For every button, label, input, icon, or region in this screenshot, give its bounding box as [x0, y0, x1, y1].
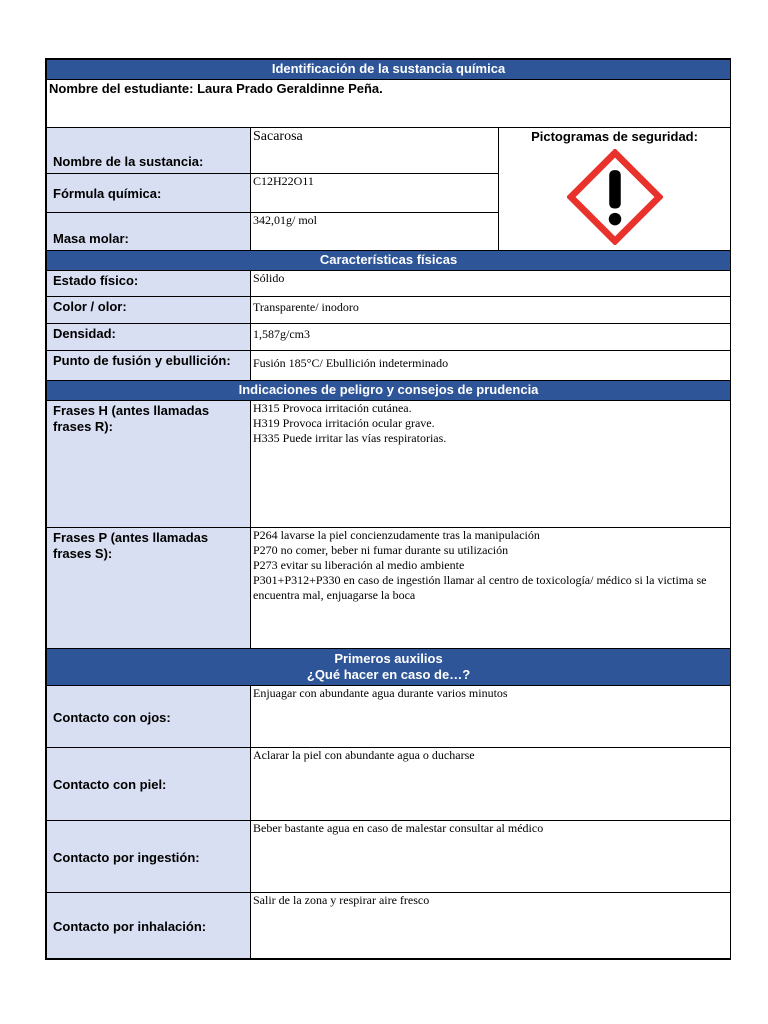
- density-label: Densidad:: [47, 324, 251, 351]
- p-phrases-label: Frases P (antes llamadas frases S):: [47, 528, 251, 649]
- substance-name-label: Nombre de la sustancia:: [47, 128, 251, 174]
- melting-label: Punto de fusión y ebullición:: [47, 351, 251, 381]
- skin-contact-label: Contacto con piel:: [47, 748, 251, 821]
- section-header-hazards: Indicaciones de peligro y consejos de prudencia: [47, 381, 731, 401]
- ingestion-contact-label: Contacto por ingestión:: [47, 821, 251, 893]
- inhalation-contact-label: Contacto por inhalación:: [47, 893, 251, 959]
- molar-mass-label: Masa molar:: [47, 213, 251, 251]
- h-phrases-value: [251, 401, 731, 528]
- h-phrases-label: Frases H (antes llamadas frases R):: [47, 401, 251, 528]
- state-value: Sólido: [251, 271, 731, 297]
- p-phrase: P270 no comer, beber ni fumar durante su utilización: [253, 543, 509, 557]
- state-label: Estado físico:: [47, 271, 251, 297]
- p-phrase: P273 evitar su liberación al medio ambiente: [253, 558, 465, 572]
- skin-contact-value: Aclarar la piel con abundante agua o ducharse: [251, 748, 731, 821]
- formula-value: C12H22O11: [251, 174, 499, 213]
- pictogram-wrapper: [499, 145, 730, 250]
- inhalation-contact-value: Salir de la zona y respirar aire fresco: [251, 893, 731, 959]
- ingestion-contact-value: Beber bastante agua en caso de malestar consultar al médico: [251, 821, 731, 893]
- density-value: 1,587g/cm3: [251, 324, 731, 351]
- student-name: Nombre del estudiante: Laura Prado Geraldinne Peña.: [47, 80, 731, 128]
- p-phrases-value: [251, 528, 731, 649]
- eyes-contact-label: Contacto con ojos:: [47, 686, 251, 748]
- safety-sheet: [45, 58, 731, 960]
- p-phrase: P264 lavarse la piel concienzudamente tras la manipulación: [253, 528, 540, 542]
- section-header-first-aid: [47, 649, 731, 686]
- color-label: Color / olor:: [47, 297, 251, 324]
- first-aid-title: Primeros auxilios: [334, 651, 443, 666]
- first-aid-subtitle: ¿Qué hacer en caso de…?: [306, 667, 471, 682]
- section-header-identification: Identificación de la sustancia química: [47, 60, 731, 80]
- h-phrase: H335 Puede irritar las vías respiratorias.: [253, 431, 447, 445]
- p-phrase: P301+P312+P330 en caso de ingestión llamar al centro de toxicología/ médico si la victima se encuentra mal, enjuagarse la boca: [253, 573, 707, 602]
- pictogram-title: Pictogramas de seguridad:: [531, 129, 698, 144]
- pictogram-cell: [499, 128, 731, 251]
- safety-table: [46, 59, 731, 959]
- h-phrase: H315 Provoca irritación cutánea.: [253, 401, 412, 415]
- section-header-physical: Características físicas: [47, 251, 731, 271]
- eyes-contact-value: Enjuagar con abundante agua durante varios minutos: [251, 686, 731, 748]
- melting-value: Fusión 185°C/ Ebullición indeterminado: [251, 351, 731, 381]
- formula-label: Fórmula química:: [47, 174, 251, 213]
- h-phrase: H319 Provoca irritación ocular grave.: [253, 416, 435, 430]
- color-value: Transparente/ inodoro: [251, 297, 731, 324]
- exclamation-mark-hazard-icon: [567, 149, 663, 245]
- substance-name-value: Sacarosa: [251, 128, 499, 174]
- molar-mass-value: 342,01g/ mol: [251, 213, 499, 251]
